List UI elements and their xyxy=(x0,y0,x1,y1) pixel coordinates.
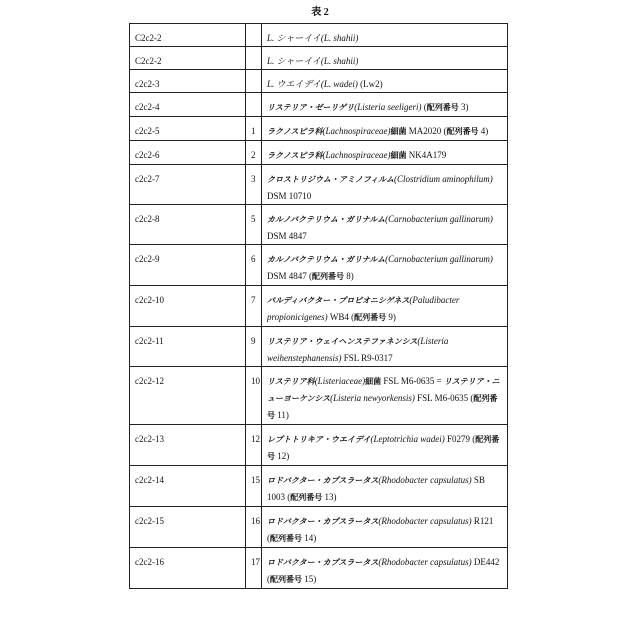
description-segment: (Rhodobacter capsulatus) xyxy=(378,557,471,567)
description-segment: カルノバクテリウム・ガリナルム xyxy=(267,215,385,224)
description-segment: 3) xyxy=(459,102,469,112)
description-segment: (Carnobacterium gallinarum) xyxy=(385,214,493,224)
description-segment: FSL M6-0635 ( xyxy=(415,393,473,403)
cell-number: 7 xyxy=(246,286,262,327)
table-row xyxy=(130,141,508,165)
description-segment: 配列番号 xyxy=(312,272,344,281)
description-segment: L. ウエイデイ(L. wadei) xyxy=(267,79,358,89)
cell-number: 10 xyxy=(246,367,262,425)
cell-number: 3 xyxy=(246,165,262,205)
table-row xyxy=(130,507,508,548)
cell-number: 2 xyxy=(246,141,262,165)
description-segment: 14) xyxy=(302,533,316,543)
description-segment: カルノバクテリウム・ガリナルム xyxy=(267,255,385,264)
cell-number xyxy=(246,24,262,47)
table-row xyxy=(130,70,508,93)
description-segment: 13) xyxy=(322,492,336,502)
cell-description xyxy=(262,93,508,117)
cell-description xyxy=(262,286,508,327)
cell-number: 9 xyxy=(246,327,262,367)
cell-number: 1 xyxy=(246,117,262,141)
description-segment: ラクノスピラ科 xyxy=(267,151,323,160)
description-segment: (Paludibacter propionicigenes) xyxy=(267,295,459,322)
cell-id: c2c2-5 xyxy=(130,117,246,141)
cell-id: c2c2-8 xyxy=(130,205,246,245)
description-segment: (Rhodobacter capsulatus) xyxy=(378,475,471,485)
cell-description xyxy=(262,47,508,70)
cell-description xyxy=(262,367,508,425)
table-title: 表 2 xyxy=(0,7,640,19)
description-segment: (Carnobacterium gallinarum) xyxy=(385,254,493,264)
description-segment: 9) xyxy=(386,312,396,322)
table-row xyxy=(130,367,508,425)
cell-number xyxy=(246,93,262,117)
cell-id: c2c2-12 xyxy=(130,367,246,425)
cell-number: 15 xyxy=(246,466,262,507)
cell-number xyxy=(246,70,262,93)
description-segment: NK4A179 xyxy=(407,150,447,160)
description-segment: 配列番号 xyxy=(270,534,302,543)
table-row xyxy=(130,286,508,327)
description-segment: ロドバクター・カプスラータス xyxy=(267,476,378,485)
description-segment: ロドバクター・カプスラータス xyxy=(267,558,378,567)
description-segment: L. シャーイイ(L. shahii) xyxy=(267,33,358,43)
description-segment: (Leptotrichia wadei) xyxy=(370,434,444,444)
description-segment: 配列番号 xyxy=(267,394,497,420)
table-row xyxy=(130,327,508,367)
cell-description xyxy=(262,205,508,245)
table-row xyxy=(130,205,508,245)
description-segment: DSM 4847 xyxy=(267,231,307,241)
description-segment: (Lachnospiraceae) xyxy=(323,150,391,160)
cell-description xyxy=(262,466,508,507)
description-segment: SB 1003 ( xyxy=(267,475,485,502)
description-segment: 細菌 xyxy=(365,377,381,386)
table-row xyxy=(130,425,508,466)
description-segment: 4) xyxy=(479,126,489,136)
description-segment: リステリア科 xyxy=(267,377,315,386)
cell-description xyxy=(262,425,508,466)
table-row xyxy=(130,24,508,47)
description-segment: WB4 ( xyxy=(328,312,355,322)
cell-id: c2c2-16 xyxy=(130,548,246,589)
cell-number: 5 xyxy=(246,205,262,245)
description-segment: L. シャーイイ(L. shahii) xyxy=(267,56,358,66)
description-segment: (Listeria seeligeri) xyxy=(354,102,421,112)
cell-description xyxy=(262,548,508,589)
description-segment: (Listeria weihenstephanensis) xyxy=(267,336,448,363)
table-body xyxy=(130,24,508,589)
description-segment: (Lw2) xyxy=(358,79,383,89)
cell-id: c2c2-9 xyxy=(130,245,246,286)
cell-id: c2c2-13 xyxy=(130,425,246,466)
cell-number: 12 xyxy=(246,425,262,466)
cell-id: C2c2-2 xyxy=(130,24,246,47)
description-segment: 配列番号 xyxy=(354,313,386,322)
description-segment: 配列番号 xyxy=(447,127,479,136)
description-segment: リステリア・ウェイヘンステファネンシス xyxy=(267,337,417,346)
cell-description xyxy=(262,141,508,165)
cell-description xyxy=(262,117,508,141)
description-segment: リステリア・ゼーリゲリ xyxy=(267,103,354,112)
cell-id: c2c2-15 xyxy=(130,507,246,548)
table-row xyxy=(130,245,508,286)
description-segment: 配列番号 xyxy=(267,435,499,461)
description-segment: 15) xyxy=(302,574,316,584)
description-segment: レプトトリキア・ウエイデイ xyxy=(267,435,370,444)
description-segment: (Clostridium aminophilum) xyxy=(394,174,493,184)
cell-description xyxy=(262,507,508,548)
cell-number: 6 xyxy=(246,245,262,286)
description-segment: (Rhodobacter capsulatus) xyxy=(378,516,471,526)
cell-description xyxy=(262,24,508,47)
description-segment: 8) xyxy=(344,271,354,281)
description-segment: ロドバクター・カプスラータス xyxy=(267,517,378,526)
description-segment: 12) xyxy=(275,451,289,461)
table-row xyxy=(130,548,508,589)
cell-id: c2c2-3 xyxy=(130,70,246,93)
description-segment: MA2020 ( xyxy=(407,126,447,136)
description-segment: (Listeriaceae) xyxy=(315,376,365,386)
table-row xyxy=(130,93,508,117)
cell-number: 16 xyxy=(246,507,262,548)
description-segment: 配列番号 xyxy=(290,493,322,502)
description-segment: FSL R9-0317 xyxy=(342,353,393,363)
description-segment: 11) xyxy=(275,410,289,420)
description-segment: FSL M6-0635 = xyxy=(381,376,444,386)
description-segment: F0279 ( xyxy=(445,434,476,444)
cell-description xyxy=(262,165,508,205)
cell-description xyxy=(262,245,508,286)
cell-id: c2c2-7 xyxy=(130,165,246,205)
description-segment: (Listeria newyorkensis) xyxy=(330,393,415,403)
cell-id: c2c2-6 xyxy=(130,141,246,165)
cell-number: 17 xyxy=(246,548,262,589)
description-segment: パルディバクター・プロピオニシゲネス xyxy=(267,296,409,305)
cell-id: c2c2-10 xyxy=(130,286,246,327)
description-segment: DSM 10710 xyxy=(267,191,311,201)
cell-description xyxy=(262,327,508,367)
description-segment: DE442 ( xyxy=(267,557,499,584)
table-row xyxy=(130,47,508,70)
description-segment: 配列番号 xyxy=(270,575,302,584)
table-row xyxy=(130,117,508,141)
cell-id: C2c2-2 xyxy=(130,47,246,70)
table-row xyxy=(130,466,508,507)
cell-id: c2c2-14 xyxy=(130,466,246,507)
cell-number xyxy=(246,47,262,70)
description-segment: R121 ( xyxy=(267,516,493,543)
cell-id: c2c2-11 xyxy=(130,327,246,367)
cell-description xyxy=(262,70,508,93)
description-segment: ラクノスピラ科 xyxy=(267,127,323,136)
cell-id: c2c2-4 xyxy=(130,93,246,117)
description-segment: DSM 4847 ( xyxy=(267,271,312,281)
description-segment: ( xyxy=(421,102,426,112)
table-row xyxy=(130,165,508,205)
description-segment: リステリア・ニューヨーケンシス xyxy=(267,377,500,403)
description-segment: クロストリジウム・アミノフィルム xyxy=(267,175,394,184)
description-segment: 細菌 xyxy=(391,151,407,160)
description-segment: 細菌 xyxy=(391,127,407,136)
description-segment: 配列番号 xyxy=(427,103,459,112)
species-table xyxy=(129,23,508,589)
description-segment: (Lachnospiraceae) xyxy=(323,126,391,136)
